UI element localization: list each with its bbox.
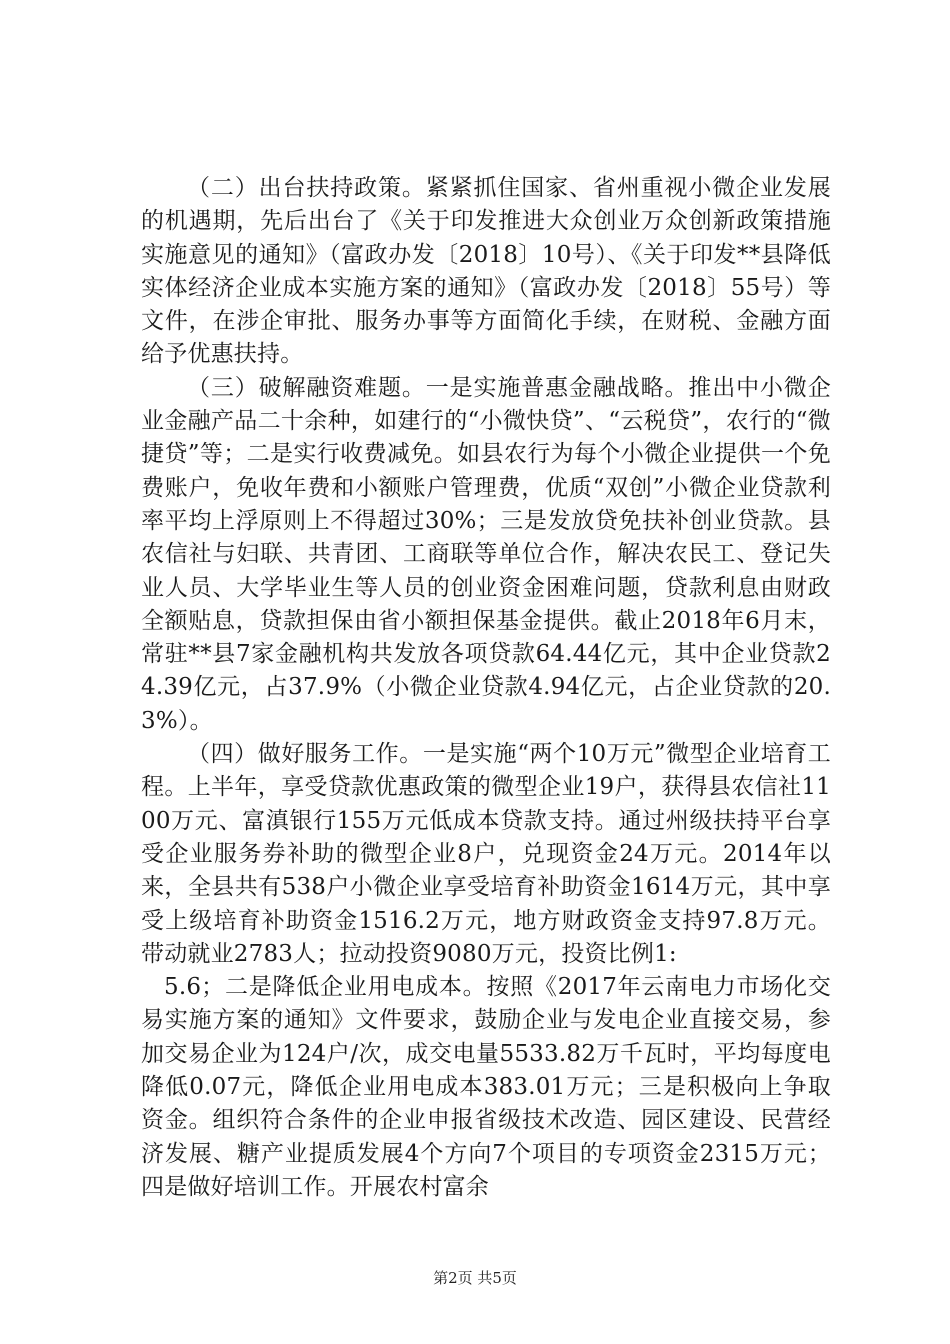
document-body [141,172,831,1204]
paragraph-services-continued: 5.6；二是降低企业用电成本。按照《2017年云南电力市场化交易实施方案的通知》文件要求，鼓励企业与发电企业直接交易，参加交易企业为124户/次，成交电量5533.82万千瓦时，平均每度电降低0.07元，降低企业用电成本383.01万元；三是积极向上争取资金。组织符合条件的企业申报省级技术改造、园区建设、民营经济发展、糖产业提质发展4个方向7个项目的专项资金2315万元；四是做好培训工作。开展农村富余 [141,974,831,1200]
paragraph-financing: （三）破解融资难题。一是实施普惠金融战略。推出中小微企业金融产品二十余种，如建行的“小微快贷”、“云税贷”，农行的“微捷贷”等；二是实行收费减免。如县农行为每个小微企业提供一个免费账户，免收年费和小额账户管理费，优质“双创”小微企业贷款利率平均上浮原则上不得超过30%；三是发放贷免扶补创业贷款。县农信社与妇联、共青团、工商联等单位合作，解决农民工、登记失业人员、大学毕业生等人员的创业资金困难问题，贷款利息由财政全额贴息，贷款担保由省小额担保基金提供。截止2018年6月末，常驻**县7家金融机构共发放各项贷款64.44亿元，其中企业贷款24.39亿元，占37.9%（小微企业贷款4.94亿元，占企业贷款的20.3%）。 [141,374,831,734]
paragraph-services: （四）做好服务工作。一是实施“两个10万元”微型企业培育工程。上半年，享受贷款优惠政策的微型企业19户，获得县农信社1100万元、富滇银行155万元低成本贷款支持。通过州级扶持平台享受企业服务券补助的微型企业8户，兑现资金24万元。2014年以来，全县共有538户小微企业享受培育补助资金1614万元，其中享受上级培育补助资金1516.2万元，地方财政资金支持97.8万元。带动就业2783人；拉动投资9080万元，投资比例1: [141,741,831,967]
paragraph-support-policies: （二）出台扶持政策。紧紧抓住国家、省州重视小微企业发展的机遇期，先后出台了《关于印发推进大众创业万众创新政策措施实施意见的通知》（富政办发〔2018〕10号）、《关于印发**县降低实体经济企业成本实施方案的通知》（富政办发〔2018〕55号）等文件，在涉企审批、服务办事等方面简化手续，在财税、金融方面给予优惠扶持。 [141,175,831,368]
page-footer: 第2页 共5页 [433,1269,517,1287]
